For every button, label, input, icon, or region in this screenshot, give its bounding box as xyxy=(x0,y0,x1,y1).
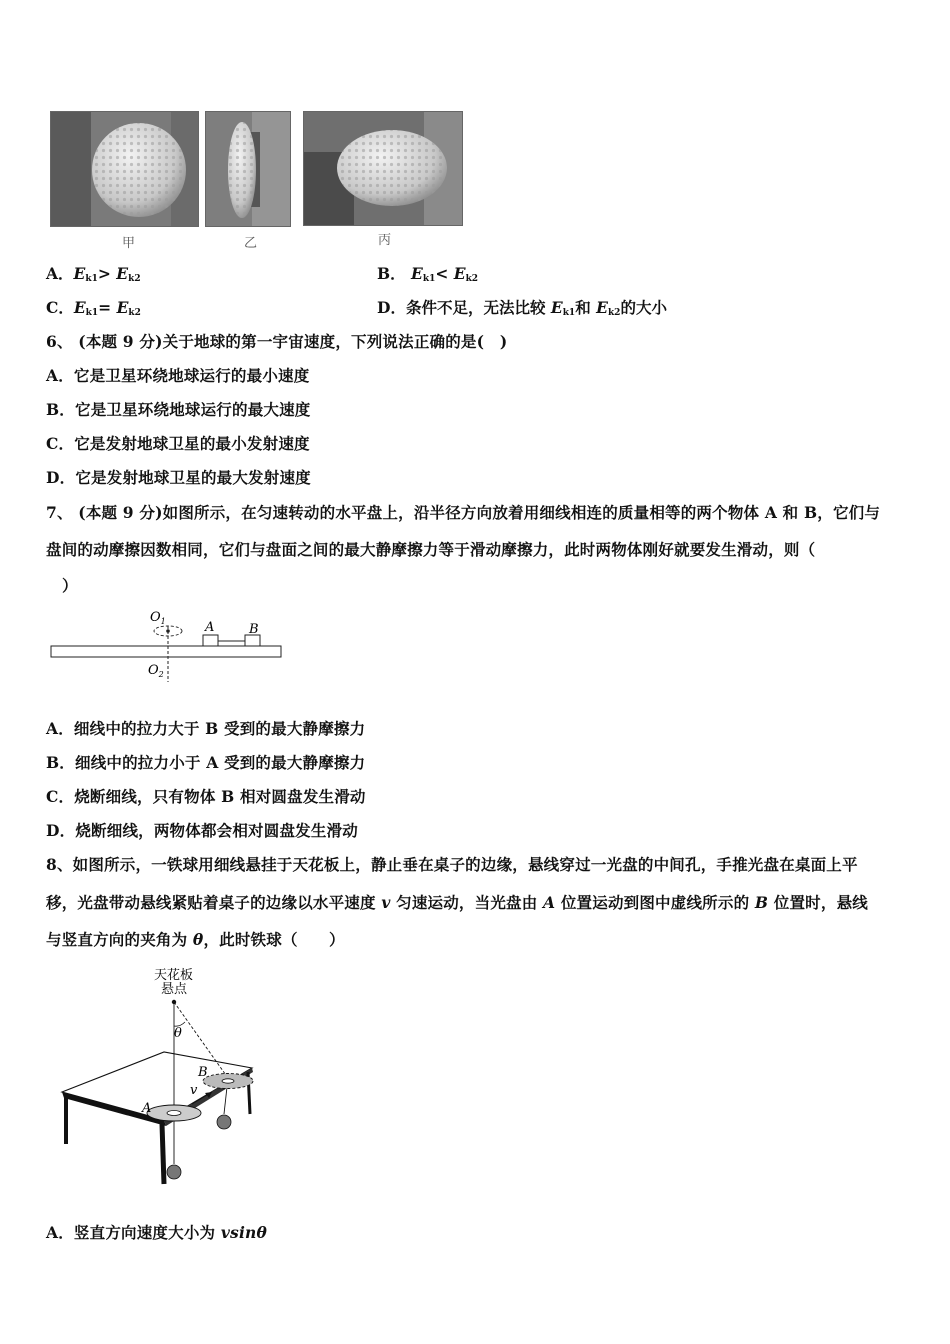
caption-jia: 甲 xyxy=(122,236,136,251)
q6-option-a[interactable]: A．它是卫星环绕地球运行的最小速度 xyxy=(46,366,310,385)
q7-block-a xyxy=(203,635,218,646)
q7-stem-line2: 盘间的动摩擦因数相同，它们与盘面之间的最大静摩擦力等于滑动摩擦力，此时两物体刚好就要发生滑动，则（ xyxy=(46,540,816,559)
q7-stem-line3: ） xyxy=(62,576,78,595)
q6-stem: 6、 (本题 9 分)关于地球的第一宇宙速度，下列说法正确的是( ) xyxy=(46,332,508,351)
golf-photo-yi xyxy=(205,111,291,227)
q7-label-a: A xyxy=(205,620,215,635)
q7-label-o1: $O_1$ xyxy=(150,610,166,626)
q7-disk-plate xyxy=(51,646,281,657)
q6-option-d[interactable]: D．它是发射地球卫星的最大发射速度 xyxy=(46,468,311,487)
golf-ball-image-jia xyxy=(51,112,198,226)
q7-option-b[interactable]: B．细线中的拉力小于 A 受到的最大静摩擦力 xyxy=(46,753,366,772)
q8-ball-a xyxy=(167,1165,181,1179)
q7-label-o2: $O_2$ xyxy=(148,663,164,679)
q6-option-b[interactable]: B．它是卫星环绕地球运行的最大速度 xyxy=(46,400,311,419)
q8-option-a[interactable]: A．竖直方向速度大小为 vsinθ xyxy=(46,1223,268,1242)
caption-yi: 乙 xyxy=(244,236,258,251)
q7-label-b: B xyxy=(249,622,259,637)
q8-label-a: A xyxy=(142,1101,152,1116)
q8-ball-b xyxy=(217,1115,231,1129)
caption-bing: 丙 xyxy=(378,233,392,248)
q8-stem-line2: 移，光盘带动悬线紧贴着桌子的边缘以水平速度 v 匀速运动，当光盘由 A 位置运动到图中虚线所示的 B 位置时，悬线 xyxy=(46,893,868,912)
q5-option-d[interactable]: D．条件不足，无法比较 $E_{k1}$和 $E_{k2}$的大小 xyxy=(377,298,667,318)
q8-label-b: B xyxy=(198,1065,208,1080)
q7-option-a[interactable]: A．细线中的拉力大于 B 受到的最大静摩擦力 xyxy=(46,719,366,738)
q7-option-c[interactable]: C．烧断细线，只有物体 B 相对圆盘发生滑动 xyxy=(46,787,366,806)
q5-option-a[interactable]: A．$E_{k1}> E_{k2}$ xyxy=(46,264,141,284)
q8-leg-front xyxy=(162,1124,164,1184)
golf-ball-image-bing xyxy=(304,112,462,225)
q8-stem-line3: 与竖直方向的夹角为 θ，此时铁球（ ） xyxy=(46,930,345,949)
q8-label-ceiling: 天花板 xyxy=(154,968,194,983)
q5-option-c[interactable]: C．$E_{k1}= E_{k2}$ xyxy=(46,298,141,318)
golf-ball-image-yi xyxy=(206,112,290,226)
q6-option-c[interactable]: C．它是发射地球卫星的最小发射速度 xyxy=(46,434,310,453)
q7-disk-figure xyxy=(48,606,288,682)
q8-label-hang-point: 悬点 xyxy=(161,982,188,997)
golf-photo-bing xyxy=(303,111,463,226)
q5-option-b[interactable]: B． $E_{k1}< E_{k2}$ xyxy=(377,264,479,284)
q8-table-figure xyxy=(52,964,282,1192)
q7-option-d[interactable]: D．烧断细线，两物体都会相对圆盘发生滑动 xyxy=(46,821,358,840)
q7-stem-line1: 7、 (本题 9 分)如图所示，在匀速转动的水平盘上，沿半径方向放着用细线相连的质量相等的两个物体 A 和 B，它们与 xyxy=(46,503,881,522)
q8-label-v: v xyxy=(190,1083,198,1098)
q8-label-theta: θ xyxy=(174,1026,182,1041)
golf-photo-jia xyxy=(50,111,199,227)
q8-stem-line1: 8、如图所示，一铁球用细线悬挂于天花板上，静止垂在桌子的边缘，悬线穿过一光盘的中间孔，手推光盘在桌面上平 xyxy=(46,855,858,874)
